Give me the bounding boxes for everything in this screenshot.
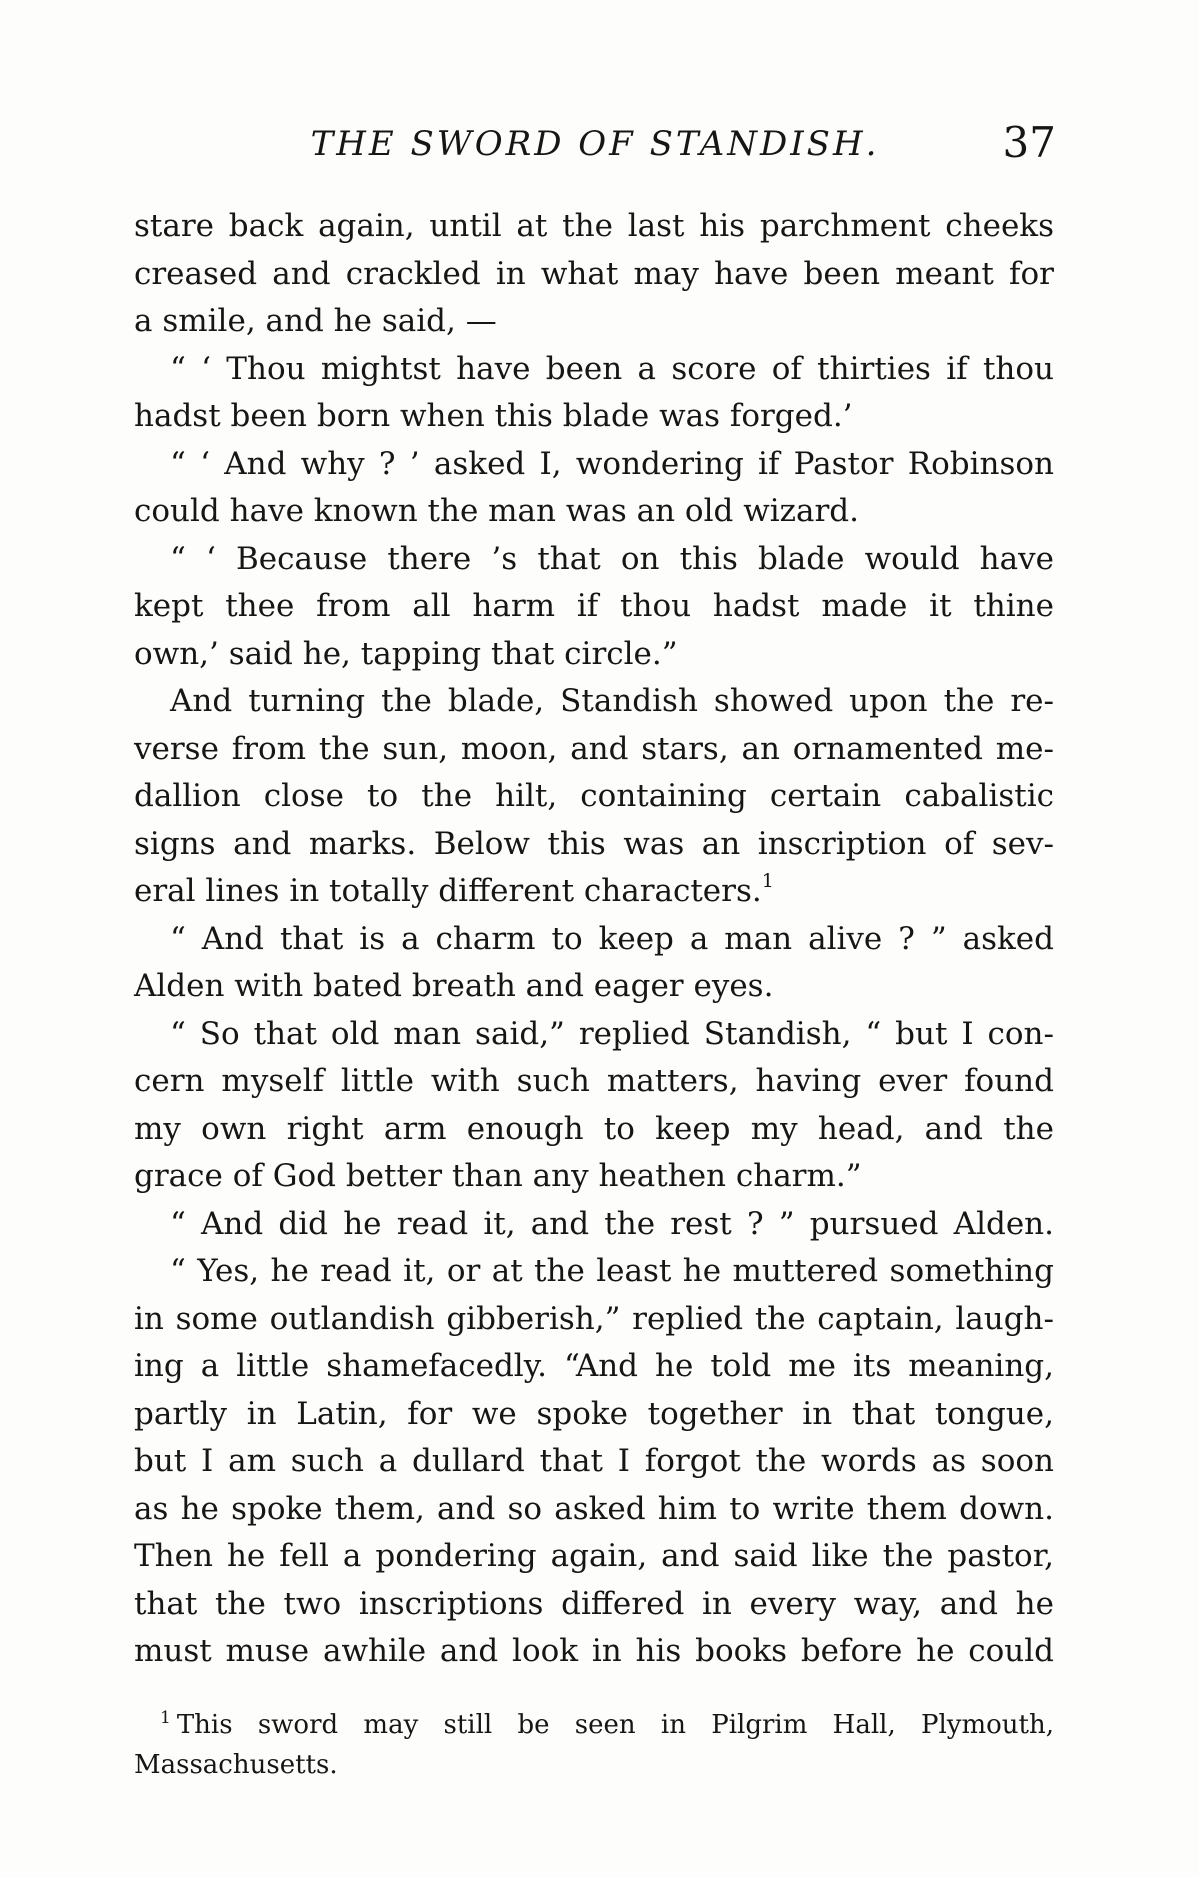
footnote-reference[interactable]: 1	[761, 870, 774, 892]
text-line: that the two inscriptions differed in every way, and he	[134, 1585, 1054, 1622]
text-line: own,’ said he, tapping that circle.”	[134, 635, 678, 672]
text-line: “ ‘ And why ? ’ asked I, wondering if Pastor Robinson	[170, 445, 1054, 482]
page-number: 37	[1002, 118, 1056, 167]
footnote-line: Massachusetts.	[134, 1750, 338, 1780]
text-line: “ ‘ Thou mightst have been a score of thirties if thou	[170, 350, 1054, 387]
text-line: signs and marks. Below this was an inscription of sev-	[134, 825, 1054, 862]
text-line: hadst been born when this blade was forged.’	[134, 398, 853, 434]
footnote-text: This sword may still be seen in Pilgrim Hall, Plymouth,	[176, 1710, 1054, 1740]
text-line: cern myself little with such matters, having ever found	[134, 1063, 1054, 1099]
footnote	[134, 1705, 1054, 1785]
text-line: “ Yes, he read it, or at the least he muttered something	[170, 1253, 1054, 1289]
text-line: ing a little shamefacedly. “And he told me its meaning,	[134, 1348, 1054, 1384]
footnote-marker: 1	[160, 1708, 171, 1728]
footnote-line	[134, 1705, 1054, 1745]
text-line: in some outlandish gibberish,” replied the captain, laugh-	[134, 1300, 1054, 1337]
text-line: my own right arm enough to keep my head, and the	[134, 1110, 1054, 1147]
text-line: “ And that is a charm to keep a man alive ? ” asked	[170, 920, 1054, 957]
text-line: partly in Latin, for we spoke together in that tongue,	[134, 1395, 1054, 1432]
running-title: THE SWORD OF STANDISH.	[310, 124, 880, 164]
text-line: grace of God better than any heathen charm.”	[134, 1158, 862, 1194]
text-line: as he spoke them, and so asked him to write them down.	[134, 1490, 1054, 1527]
text-line: “ So that old man said,” replied Standish, “ but I con-	[170, 1015, 1054, 1052]
text-line-with-footnote	[134, 868, 1054, 916]
text-line: but I am such a dullard that I forgot the words as soon	[134, 1443, 1054, 1479]
text-line: stare back again, until at the last his parchment cheeks	[134, 208, 1054, 244]
text-line: “ ‘ Because there ’s that on this blade would have	[170, 540, 1054, 577]
text-line: “ And did he read it, and the rest ? ” pursued Alden.	[170, 1205, 1054, 1242]
text-line: creased and crackled in what may have been meant for	[134, 255, 1054, 292]
text-line: must muse awhile and look in his books before he could	[134, 1633, 1054, 1669]
body-text	[134, 203, 1054, 1676]
text-line: verse from the sun, moon, and stars, an ornamented me-	[134, 730, 1054, 767]
text-line: could have known the man was an old wizard.	[134, 493, 859, 529]
running-head	[134, 118, 1056, 174]
text-line: dallion close to the hilt, containing certain cabalistic	[134, 778, 1054, 814]
text-line: Alden with bated breath and eager eyes.	[134, 968, 774, 1004]
text-line: Then he fell a pondering again, and said like the pastor,	[134, 1538, 1054, 1574]
text-line: kept thee from all harm if thou hadst made it thine	[134, 588, 1054, 624]
text-line: a smile, and he said, —	[134, 303, 497, 339]
text-line: And turning the blade, Standish showed upon the re-	[170, 683, 1054, 719]
text-line-content: eral lines in totally different characters.	[134, 873, 762, 909]
